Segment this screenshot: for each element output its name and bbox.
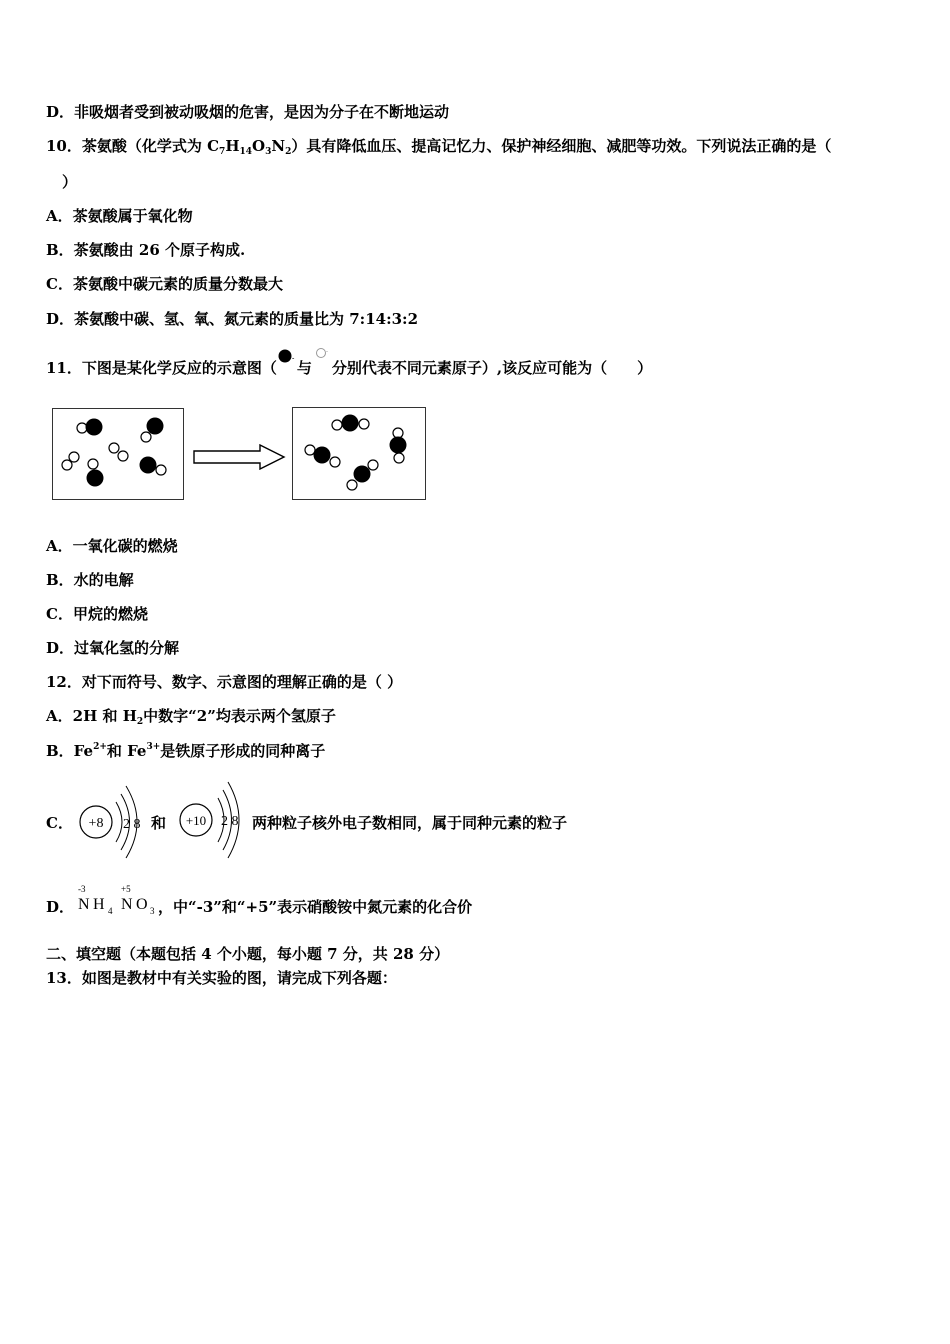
q9-option-d: D．非吸烟者受到被动吸烟的危害，是因为分子在不断地运动 <box>46 103 450 121</box>
atom-diagram-neon <box>176 778 252 864</box>
nucleus-charge-2: +10 <box>185 813 207 828</box>
reactants-box <box>52 408 184 500</box>
molecule-hoh-2 <box>390 428 407 463</box>
product-molecules <box>293 408 425 499</box>
molecule-oh-2 <box>141 418 164 443</box>
q12-option-c-text: 两种粒子核外电子数相同，属于同种元素的粒子 <box>252 814 568 832</box>
electron-shells-1: 2 8 <box>123 817 141 832</box>
molecule-hoh-3 <box>305 445 340 467</box>
products-box <box>292 407 426 500</box>
q11-option-a: A．一氧化碳的燃烧 <box>46 537 178 555</box>
reaction-arrow <box>192 444 288 470</box>
q12-option-d-label: D． <box>46 898 75 916</box>
q13-stem: 13．如图是教材中有关实验的图，请完成下列各题： <box>46 969 397 987</box>
molecule-hh-2 <box>62 452 79 470</box>
q10-option-b: B．茶氨酸由 26 个原子构成. <box>46 241 246 259</box>
q10-stem: 10．茶氨酸（化学式为 $C_7H_{14}O_3N_2$）具有降低血压、提高记忆力、保护神经细胞、减肥等功效。下列说法正确的是（ <box>46 137 832 157</box>
svg-text:-: - <box>325 349 328 355</box>
reactant-molecules <box>53 409 183 499</box>
q11-option-c: C．甲烷的燃烧 <box>46 605 148 623</box>
molecule-oh-1 <box>77 419 103 436</box>
black-atom-icon <box>277 355 297 375</box>
q12-option-c-label: C． <box>46 814 73 832</box>
nucleus-charge-1: +8 <box>88 816 104 831</box>
molecule-oh-4 <box>140 457 167 476</box>
q10-stem-close: ） <box>62 173 78 191</box>
q10-option-a: A．茶氨酸属于氧化物 <box>46 207 193 225</box>
q12-option-a: A．2H 和 $H_2$中数字“2”均表示两个氢原子 <box>46 707 336 727</box>
q12-stem: 12．对下而符号、数字、示意图的理解正确的是（ ） <box>46 673 403 691</box>
electron-shells-2: 2 8 <box>221 814 239 829</box>
molecule-hh-1 <box>109 443 128 461</box>
valence-minus-3: -3 <box>78 884 86 894</box>
molecule-hoh-1 <box>332 415 369 432</box>
valence-plus-5: +5 <box>121 884 131 894</box>
atom-diagram-oxygen-ion <box>76 780 152 864</box>
q11-stem: 11．下图是某化学反应的示意图（ - 与 - 分别代表不同元素原子）,该反应可能为（ ） <box>46 349 653 377</box>
svg-text:-: - <box>291 354 295 362</box>
q11-option-b: B．水的电解 <box>46 571 134 589</box>
section-heading: 二、填空题（本题包括 4 个小题，每小题 7 分，共 28 分） <box>46 945 450 963</box>
q10-option-d: D．茶氨酸中碳、氢、氧、氮元素的质量比为 7:14:3:2 <box>46 310 419 328</box>
molecule-oh-3 <box>87 459 104 487</box>
q12-option-b: B．$Fe^{2+}$和 $Fe^{3+}$是铁原子形成的同种离子 <box>46 742 326 760</box>
q12-option-d-text: ，中“-3”和“+5”表示硝酸铵中氮元素的化合价 <box>158 898 473 916</box>
q11-option-d: D．过氧化氢的分解 <box>46 639 180 657</box>
q12-option-c-and: 和 <box>151 814 167 832</box>
molecule-hoh-4 <box>347 460 378 490</box>
q10-option-c: C．茶氨酸中碳元素的质量分数最大 <box>46 275 283 293</box>
white-atom-icon <box>312 349 332 375</box>
